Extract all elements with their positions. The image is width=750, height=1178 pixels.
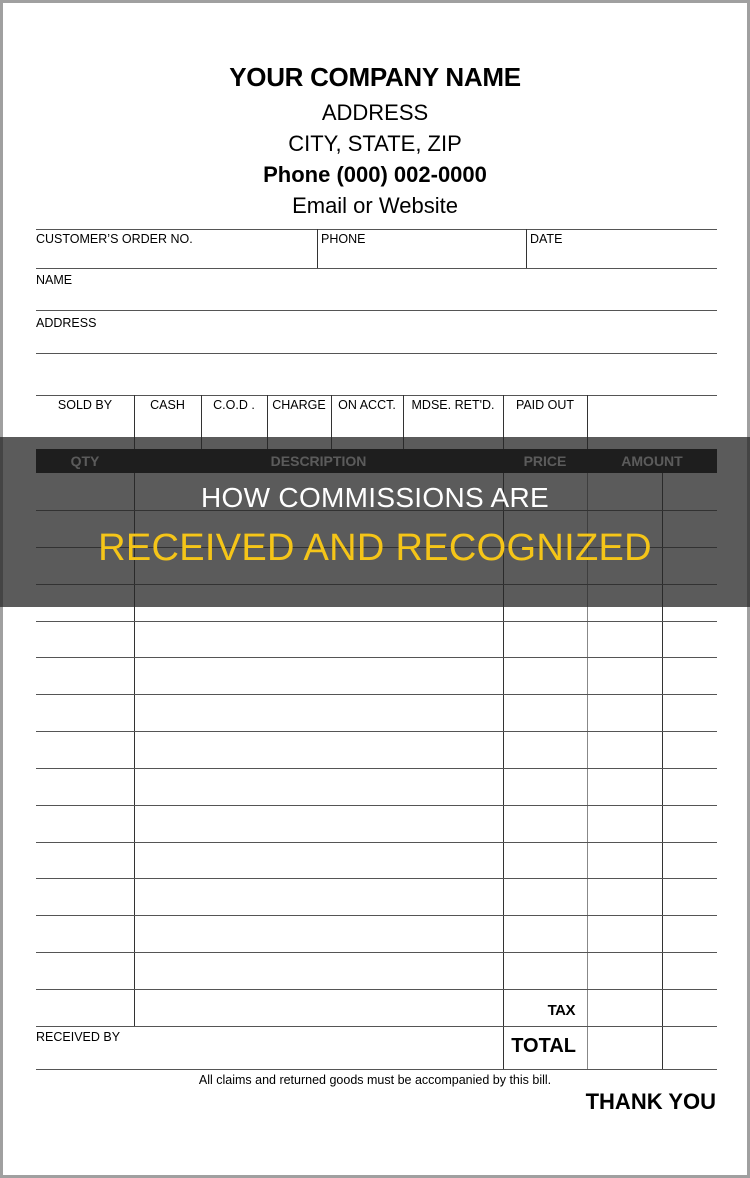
- paid-out-option[interactable]: PAID OUT: [515, 398, 575, 412]
- table-row: [36, 694, 717, 695]
- received-by-field[interactable]: RECEIVED BY: [36, 1030, 121, 1044]
- company-phone: Phone (000) 002-0000: [263, 162, 487, 187]
- name-field[interactable]: NAME: [36, 273, 73, 287]
- mdse-returned-option[interactable]: MDSE. RET'D.: [411, 398, 495, 412]
- divider: [317, 229, 318, 269]
- on-account-option[interactable]: ON ACCT.: [338, 398, 396, 412]
- customer-order-no-field[interactable]: CUSTOMER’S ORDER NO.: [36, 232, 193, 246]
- table-row: [36, 657, 717, 658]
- table-row: [36, 989, 717, 990]
- tax-label: TAX: [547, 1002, 575, 1019]
- cod-option[interactable]: C.O.D .: [213, 398, 255, 412]
- claims-note: All claims and returned goods must be accompanied by this bill.: [198, 1073, 552, 1087]
- date-field[interactable]: DATE: [530, 232, 563, 246]
- charge-option[interactable]: CHARGE: [272, 398, 326, 412]
- cash-option[interactable]: CASH: [150, 398, 185, 412]
- thank-you-text: THANK YOU: [585, 1089, 716, 1114]
- table-row: [36, 915, 717, 916]
- table-row: [36, 1026, 717, 1027]
- table-row: [36, 768, 717, 769]
- table-row: [36, 952, 717, 953]
- company-city-state-zip: CITY, STATE, ZIP: [288, 131, 462, 156]
- address-field[interactable]: ADDRESS: [36, 316, 97, 330]
- divider: [36, 268, 717, 269]
- table-row: [36, 731, 717, 732]
- divider: [36, 310, 717, 311]
- company-name: YOUR COMPANY NAME: [229, 62, 521, 92]
- table-row: [36, 878, 717, 879]
- sold-by-field[interactable]: SOLD BY: [57, 398, 113, 412]
- table-row: [36, 842, 717, 843]
- divider: [526, 229, 527, 269]
- divider: [36, 395, 717, 396]
- divider: [36, 353, 717, 354]
- table-row: [36, 1069, 717, 1070]
- title-banner: [0, 437, 750, 607]
- total-label: TOTAL: [511, 1035, 576, 1057]
- table-row: [36, 805, 717, 806]
- company-email: Email or Website: [292, 193, 458, 218]
- phone-field[interactable]: PHONE: [321, 232, 366, 246]
- table-row: [36, 621, 717, 622]
- divider: [36, 229, 717, 230]
- banner-line-2: RECEIVED AND RECOGNIZED: [98, 527, 652, 569]
- banner-line-1: HOW COMMISSIONS ARE: [201, 482, 549, 513]
- company-address: ADDRESS: [321, 100, 429, 125]
